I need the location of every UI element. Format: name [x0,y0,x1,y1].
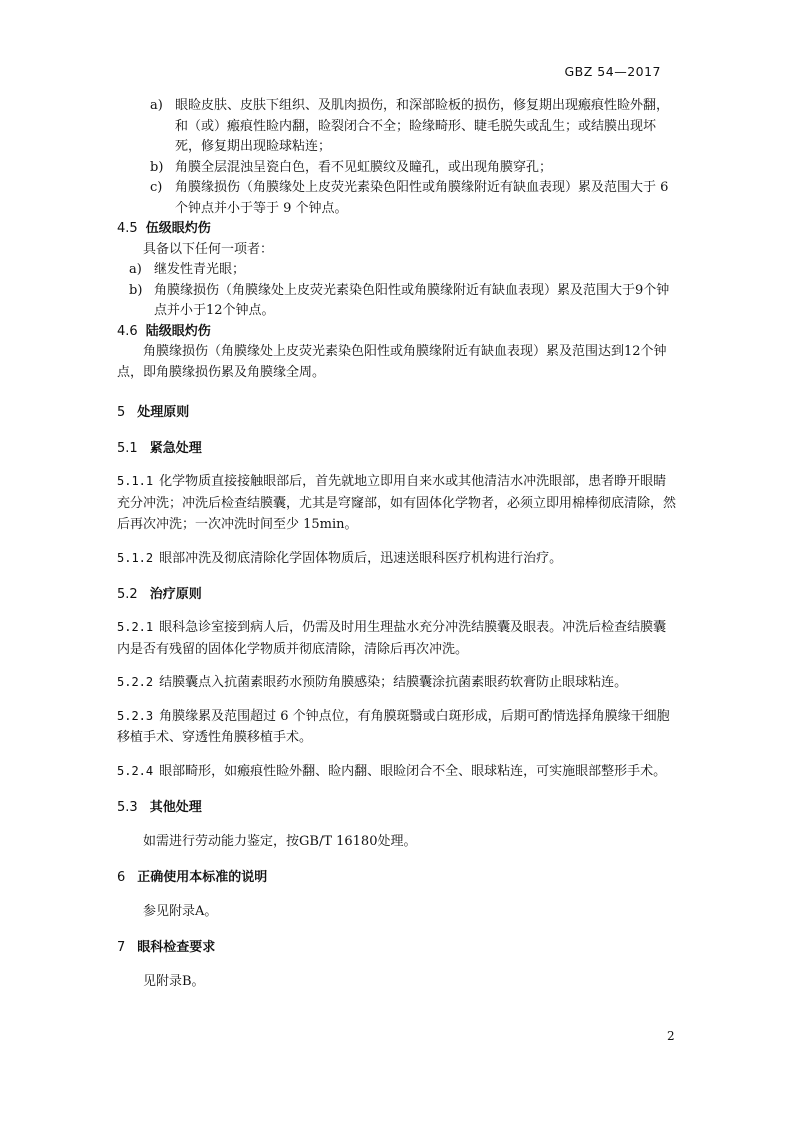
clause-text: 结膜囊点入抗菌素眼药水预防角膜感染；结膜囊涂抗菌素眼药软膏防止眼球粘连。 [159,675,628,690]
list-item [117,178,677,219]
list-item [117,281,677,322]
section-title: 正确使用本标准的说明 [137,870,268,885]
section-paragraph: 角膜缘损伤（角膜缘处上皮荧光素染色阳性或角膜缘附近有缺血表现）累及范围达到12个钟点，即角膜缘损伤累及角膜缘全周。 [117,344,667,380]
section-heading-4-5 [117,219,677,240]
section-paragraph: 见附录B。 [143,974,205,989]
item-label: b) [150,159,164,175]
section-title: 其他处理 [149,800,202,815]
clause [117,617,677,660]
standard-code: GBZ 54—2017 [564,64,661,79]
item-text: 角膜全层混浊呈瓷白色，看不见虹膜纹及瞳孔，或出现角膜穿孔； [175,159,553,175]
section-heading-5-3 [117,798,677,818]
clause [117,548,677,570]
clause-number: 5.1.1 [117,474,154,488]
clause [117,471,677,536]
section-title: 陆级眼灼伤 [145,323,211,339]
section-number: 5.3 [117,800,138,815]
clause-text: 眼科急诊室接到病人后，仍需及时用生理盐水充分冲洗结膜囊及眼表。冲洗后检查结膜囊内是否有残留的固体化学物质并彻底清除，清除后再次冲洗。 [117,620,667,657]
item-text: 眼睑皮肤、皮肤下组织、及肌肉损伤，和深部睑板的损伤，修复期出现瘢痕性睑外翻，和（或）瘢痕性睑内翻，睑裂闭合不全；睑缘畸形、睫毛脱失或乱生；或结膜出现坏死，修复期出现睑球粘连； [175,98,670,154]
section-paragraph: 如需进行劳动能力鉴定，按GB/T 16180处理。 [143,834,417,849]
section-intro: 具备以下任何一项者： [143,241,274,257]
section-title: 处理原则 [137,405,190,420]
clause-text: 化学物质直接接触眼部后，首先就地立即用自来水或其他清洁水冲洗眼部，患者睁开眼睛充分冲洗；冲洗后检查结膜囊，尤其是穹窿部，如有固体化学物者，必须立即用棉棒彻底清除，然后再次冲洗；一次冲洗时间至少 15min。 [117,474,677,532]
section-title: 眼科检查要求 [137,940,216,955]
clause-number: 5.1.2 [117,550,154,565]
clause [117,761,677,783]
section-paragraph: 参见附录A。 [143,904,218,919]
section-heading-5-2 [117,585,677,605]
section-number: 7 [117,940,126,955]
section-title: 治疗原则 [149,587,202,602]
item-label: c) [150,180,163,195]
clause-text: 眼部冲洗及彻底清除化学固体物质后，迅速送眼科医疗机构进行治疗。 [159,550,563,566]
section-heading-6 [117,868,677,888]
item-label: a) [129,262,142,277]
item-label: a) [150,98,163,113]
section-number: 5.2 [117,587,138,602]
section-heading-5-1 [117,439,677,459]
clause [117,706,677,749]
clause-text: 眼部畸形，如瘢痕性睑外翻、睑内翻、眼睑闭合不全、眼球粘连，可实施眼部整形手术。 [159,763,667,779]
section-title: 紧急处理 [149,441,202,456]
item-label: b) [129,282,143,298]
clause-number: 5.2.4 [117,763,154,778]
section-title: 伍级眼灼伤 [145,221,211,236]
section-heading-4-6 [117,322,677,343]
item-text: 继发性青光眼； [154,262,246,277]
section-number: 4.5 [117,221,138,236]
section-heading-5 [117,403,677,423]
section-heading-7 [117,938,677,958]
section-number: 5 [117,405,126,420]
clause [117,672,677,694]
page-number: 2 [667,1029,675,1043]
page-content [117,96,677,992]
section-number: 5.1 [117,441,138,456]
clause-number: 5.2.3 [117,708,154,723]
item-text: 角膜缘损伤（角膜缘处上皮荧光素染色阳性或角膜缘附近有缺血表现）累及范围大于9个钟点并小于12个钟点。 [154,282,670,318]
list-item [117,96,677,158]
clause-number: 5.2.2 [117,675,154,689]
section-number: 4.6 [117,323,138,339]
clause-text: 角膜缘累及范围超过 6 个钟点位，有角膜斑翳或白斑形成，后期可酌情选择角膜缘干细胞移植手术、穿透性角膜移植手术。 [117,708,670,745]
section-number: 6 [117,870,126,885]
list-item [117,158,677,179]
item-text: 角膜缘损伤（角膜缘处上皮荧光素染色阳性或角膜缘附近有缺血表现）累及范围大于 6 个钟点并小于等于 9 个钟点。 [175,180,669,216]
list-item [117,260,677,281]
clause-number: 5.2.1 [117,620,154,634]
